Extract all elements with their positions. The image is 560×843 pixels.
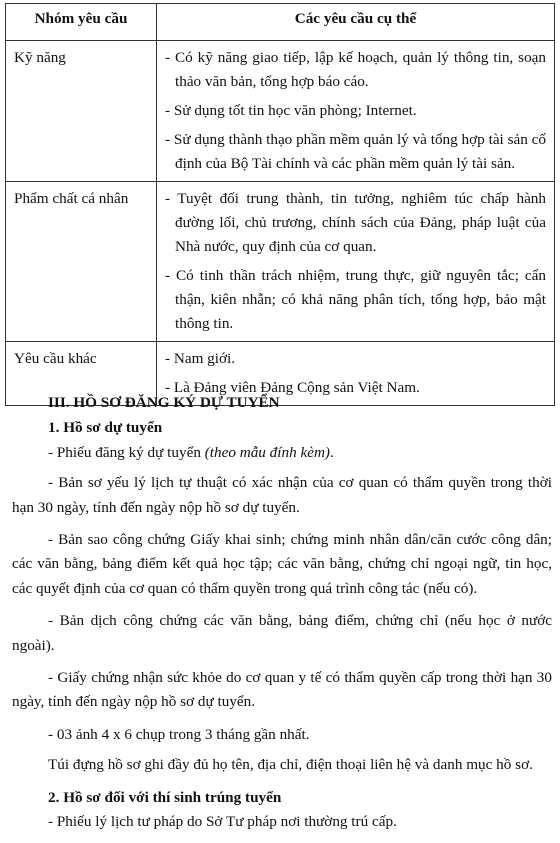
paragraph-end: . [329,443,334,461]
group-cell: Phẩm chất cá nhân [6,182,157,342]
table-row [6,182,555,342]
list-item: - Sử dụng tốt tin học văn phòng; Internet. [165,102,417,119]
details-cell [157,41,555,182]
subsection-heading: 2. Hồ sơ đối với thí sinh trúng tuyển [48,788,282,806]
list-item: - Tuyệt đối trung thành, tin tưởng, nghiêm túc chấp hành đường lối, chủ trương, chính sách của Đảng, pháp luật của Nhà nước, quy định của cơ quan. [165,190,546,255]
paragraph-italic: (theo mẫu đính kèm) [204,443,330,461]
group-cell: Kỹ năng [6,41,157,182]
paragraph: - Bản dịch công chứng các văn bằng, bảng điểm, chứng chỉ (nếu học ở nước ngoài). [12,612,552,654]
paragraph [12,441,552,465]
list-item: - Sử dụng thành thạo phần mềm quản lý và tổng hợp tài sản cố định của Bộ Tài chính và các phần mềm quản lý tài sản. [165,131,546,172]
paragraph: - Giấy chứng nhận sức khỏe do cơ quan y tế có thẩm quyền cấp trong thời hạn 30 ngày, tính đến ngày nộp hồ sơ dự tuyển. [12,669,552,711]
list-item: - Nam giới. [165,350,236,367]
table-row [6,41,555,182]
list-item: - Có tinh thần trách nhiệm, trung thực, giữ nguyên tắc; cẩn thận, kiên nhẫn; có khả năng phân tích, tổng hợp, bảo mật thông tin. [165,267,546,332]
requirements-table [5,3,555,406]
paragraph: - Phiếu lý lịch tư pháp do Sở Tư pháp nơi thường trú cấp. [48,813,397,831]
header-group: Nhóm yêu cầu [6,4,157,41]
header-details: Các yêu cầu cụ thể [157,4,555,41]
paragraph: Túi đựng hồ sơ ghi đầy đủ họ tên, địa chỉ, điện thoại liên hệ và danh mục hồ sơ. [48,756,533,774]
group-cell: Yêu cầu khác [6,342,157,406]
section-heading: III. HỒ SƠ ĐĂNG KÝ DỰ TUYỂN [48,394,280,411]
details-cell [157,182,555,342]
paragraph: - Bản sơ yếu lý lịch tự thuật có xác nhận của cơ quan có thẩm quyền trong thời hạn 30 ngày, tính đến ngày nộp hồ sơ dự tuyển. [12,474,552,516]
subsection-heading: 1. Hồ sơ dự tuyển [48,419,163,437]
list-item: - Có kỹ năng giao tiếp, lập kế hoạch, quản lý thông tin, soạn thảo văn bản, tổng hợp báo cáo. [165,49,546,90]
table-header-row [6,4,555,41]
paragraph: - Bản sao công chứng Giấy khai sinh; chứng minh nhân dân/căn cước công dân; các văn bằng, bảng điểm kết quả học tập; các văn bằng, chứng chỉ ngoại ngữ, tin học, các quyết định của cơ quan có thẩm quyền trong quá trình công tác (nếu có). [12,531,552,597]
paragraph: - 03 ảnh 4 x 6 chụp trong 3 tháng gần nhất. [48,725,310,743]
paragraph-text: - Phiếu đăng ký dự tuyển [48,443,205,461]
section-body [12,391,552,843]
list-item: - Là Đảng viên Đảng Cộng sản Việt Nam. [165,379,420,396]
